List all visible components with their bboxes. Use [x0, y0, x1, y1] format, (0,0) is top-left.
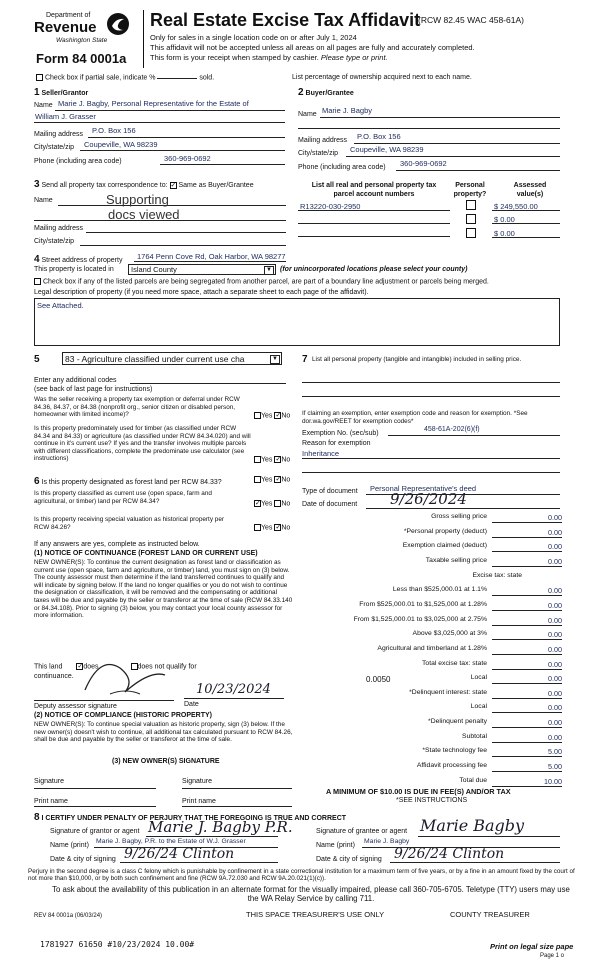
section6-q2: Is this property classified as current use (open space, farm and agricultural, or timber) land per RCW 84.34? [34, 490, 212, 505]
grantee-sig-label: Signature of grantee or agent [316, 828, 408, 835]
located-in-label: This property is located in [34, 266, 114, 273]
buyer-name-label: Name [298, 111, 317, 118]
see-instructions: *SEE INSTRUCTIONS [396, 797, 468, 804]
tax-line [302, 616, 562, 628]
tax-line [302, 645, 562, 657]
owner-print-label-1: Print name [34, 798, 68, 805]
tax-line-value[interactable]: 5.00 [492, 747, 562, 757]
additional-codes-label: Enter any additional codes [34, 377, 117, 384]
grantee-date-label: Date & city of signing [316, 856, 382, 863]
doc-date-label: Date of document [302, 501, 358, 508]
section6-q3: Is this property receiving special valuation as historical property per RCW 84.26? [34, 516, 225, 531]
notice3-title: (3) NEW OWNER(S) SIGNATURE [112, 758, 220, 765]
grantor-signature[interactable]: Marie J. Bagby P.R. [148, 818, 293, 836]
partial-sale-row: Check box if partial sale, indicate % sold. [36, 74, 214, 81]
seller-name-line2[interactable]: William J. Grasser [35, 112, 96, 121]
treasurer-use-label: THIS SPACE TREASURER'S USE ONLY [246, 910, 385, 919]
tax-line [302, 630, 562, 642]
if-yes-note: If any answers are yes, complete as instructed below. [34, 541, 200, 548]
deputy-date-label: Date [184, 701, 199, 708]
dor-logo [34, 10, 134, 50]
exemption-no[interactable]: 458-61A-202(6)(f) [424, 426, 480, 433]
tax-line [302, 718, 562, 730]
grantee-name-label: Name (print) [316, 842, 355, 849]
tax-line-value[interactable]: 0.00 [492, 733, 562, 743]
tax-line-label: Less than $525,000.01 at 1.1% [392, 586, 487, 594]
tax-line [302, 660, 562, 672]
grantor-date[interactable]: 9/26/24 Clinton [124, 846, 235, 862]
same-as-buyer-checkbox[interactable]: ✓ [170, 181, 177, 189]
seller-phone[interactable]: 360-969-0692 [164, 154, 211, 163]
dept-line1: Department of [46, 12, 91, 19]
deputy-signature-mark [80, 650, 170, 702]
notice1-title: (1) NOTICE OF CONTINUANCE (FOREST LAND OR CURRENT USE) [34, 550, 258, 557]
tax-line [302, 586, 562, 598]
print-legal-note: Print on legal size pape [490, 942, 574, 951]
receipt-stamp: 1781927 61650 #10/23/2024 10.00# [40, 940, 195, 949]
header-note3: This form is your receipt when stamped by cashier. Please type or print. [150, 53, 388, 62]
tax-line-label: Above $3,025,000 at 3% [412, 630, 487, 638]
grantor-name-label: Name (print) [50, 842, 89, 849]
tax-line [302, 703, 562, 715]
assessed-value-3[interactable]: $ 0.00 [494, 229, 515, 238]
section5-q1: Was the seller receiving a property tax exemption or deferral under RCW 84.36, 84.37, or 84.38 (nonprofit org., senior citizen or disabled person, homeowner with limited income)? [34, 396, 240, 419]
section5-q2: Is this property predominately used for timber (as classified under RCW 84.34 and 84.33) or agriculture (as classified under RCW 84.34.020) and will continue in it's current use? If yes and the transfer involves multiple parcels with different classifications, complete the predominate use calculator (see instructions) [34, 425, 251, 463]
local-rate: 0.0050 [366, 675, 391, 684]
perjury-notice: Perjury in the second degree is a class C felony which is punishable by confinement in a state correctional institution for a maximum term of five years, or by a fine in an amount fixed by the court of not more than $10,000, or by both such confinement and fine (RCW 9A.72.030 and RCW 9A.20.021(1)(c)). [28, 868, 575, 882]
seller-city-label: City/state/zip [34, 144, 75, 151]
personal-col-header: Personal property? [453, 182, 487, 198]
corr-name-label: Name [34, 197, 53, 204]
s6q3-yes-no: Yes ✓No [254, 524, 290, 531]
grantor-name[interactable]: Marie J. Bagby, P.R. to the Estate of W.J. Grasser [96, 838, 246, 845]
tax-line-value[interactable]: 0.00 [492, 528, 562, 538]
rev-label: REV 84 0001a (06/03/24) [34, 913, 103, 919]
buyer-name[interactable]: Marie J. Bagby [322, 106, 373, 115]
q1-yes-checkbox[interactable] [254, 412, 261, 419]
form-title: Real Estate Excise Tax Affidavit [150, 10, 421, 30]
s6q2-yes-checkbox[interactable]: ✓ [255, 500, 261, 507]
qualify-row: This land ✓does does not qualify for [34, 663, 197, 671]
tax-line-value[interactable]: 0.00 [492, 660, 562, 670]
tax-line-label: *Delinquent penalty [428, 718, 487, 726]
legal-description-box[interactable] [34, 298, 560, 346]
segregated-checkbox[interactable] [34, 278, 41, 285]
tax-line-value[interactable]: 0.00 [492, 586, 562, 596]
legal-desc-label: Legal description of property (if you need more space, attach a separate sheet to each page of the affidavit). [34, 289, 369, 296]
deputy-signature-label: Deputy assessor signature [34, 703, 117, 710]
assessed-value-2[interactable]: $ 0.00 [494, 215, 515, 224]
tax-line-value[interactable]: 0.00 [492, 630, 562, 640]
accessibility-notice: To ask about the availability of this publication in an alternate format for the visually impaired, please call 360-705-6705. Teletype (TTY) users may use the WA Relay Service by calling 711. [52, 885, 570, 903]
tax-line-label: Affidavit processing fee [416, 762, 487, 770]
q1-no-checkbox[interactable]: ✓ [275, 412, 282, 419]
does-qualify-checkbox[interactable]: ✓ [77, 663, 84, 670]
buyer-city[interactable]: Coupeville, WA 98239 [350, 145, 424, 154]
segregated-row: Check box if any of the listed parcels are being segregated from another parcel, are part of a boundary line adjustment or parcels being merged. [34, 278, 489, 285]
minimum-due-note: A MINIMUM OF $10.00 IS DUE IN FEE(S) AND/OR TAX [326, 787, 511, 796]
seller-name-line1[interactable]: Marie J. Bagby, Personal Representative for the Estate of [58, 99, 249, 108]
corr-city-label: City/state/zip [34, 238, 75, 245]
supporting-docs-stamp-2: docs viewed [108, 207, 180, 222]
header-note1: Only for sales in a single location code on or after July 1, 2024 [150, 33, 357, 42]
tax-line-value[interactable]: 0.00 [492, 513, 562, 523]
s6q3-yes-checkbox[interactable] [254, 524, 261, 531]
tax-line-label: Total due [459, 776, 487, 784]
tax-line [302, 601, 562, 613]
tax-line [302, 733, 562, 745]
section5-num: 5 [34, 354, 40, 365]
supporting-docs-stamp-1: Supporting [106, 192, 169, 207]
deputy-date[interactable]: 10/23/2024 [196, 682, 271, 697]
section6-q1-row: 6 Is this property designated as forest land per RCW 84.33? [34, 476, 222, 487]
land-use-select[interactable]: 83 - Agriculture classified under current use cha ▼ [62, 352, 282, 365]
tax-line [302, 689, 562, 701]
buyer-mail-label: Mailing address [298, 137, 348, 144]
buyer-city-label: City/state/zip [298, 150, 339, 157]
buyer-phone-label: Phone (including area code) [298, 164, 386, 171]
notice2-text: NEW OWNER(S): To continue special valuation as historic property, sign (3) below. If the new owner(s) doesn't wish to continue, all additional tax calculated pursuant to RCW 84.26, shall be due and payable by the seller or transferor at the time of sale. [34, 721, 293, 744]
tax-line [302, 542, 562, 554]
tax-line-label: From $1,525,000.01 to $3,025,000 at 2.75% [353, 615, 487, 623]
tax-line [302, 557, 562, 569]
section7-num: 7 [302, 354, 308, 365]
codes-note: (see back of last page for instructions) [34, 386, 153, 393]
doc-type[interactable]: Personal Representative's deed [370, 484, 477, 493]
street-label: 4 Street address of property [34, 254, 123, 265]
section8-heading: 8 I CERTIFY UNDER PENALTY OF PERJURY THAT THE FOREGOING IS TRUE AND CORRECT [34, 812, 347, 823]
grantee-date[interactable]: 9/26/24 Clinton [394, 846, 505, 862]
reason-value[interactable]: Inheritance [302, 449, 340, 458]
seller-mail[interactable]: P.O. Box 156 [92, 126, 136, 135]
tax-line [302, 513, 562, 525]
tax-line-label: *Delinquent interest: state [409, 688, 487, 696]
notice2-title: (2) NOTICE OF COMPLIANCE (HISTORIC PROPERTY) [34, 712, 212, 719]
tax-line-value[interactable]: 0.00 [492, 557, 562, 567]
dept-line2: Revenue [34, 19, 97, 36]
tax-line-value[interactable]: 0.00 [492, 703, 562, 713]
corr-mail-label: Mailing address [34, 225, 84, 232]
owner-signature-label-1: Signature [34, 778, 64, 785]
s6q2-yes-no: ✓Yes No [255, 500, 291, 508]
seller-mail-label: Mailing address [34, 131, 84, 138]
tax-line-label: From $525,000.01 to $1,525,000 at 1.28% [359, 600, 487, 608]
buyer-heading: 2 Buyer/Grantee [298, 87, 354, 98]
form-rcw: (RCW 82.45 WAC 458-61A) [418, 15, 524, 25]
section7-text: List all personal property (tangible and intangible) included in selling price. [312, 356, 522, 363]
tax-line-label: *Personal property (deduct) [403, 527, 487, 535]
tax-line-value[interactable]: 5.00 [492, 762, 562, 772]
tax-line-label: Local [470, 703, 487, 711]
doc-date[interactable]: 9/26/2024 [390, 490, 467, 508]
tax-line-value[interactable]: 0.00 [492, 718, 562, 728]
tax-line-label: Exemption claimed (deduct) [402, 542, 487, 550]
dept-line3: Washington State [56, 37, 108, 44]
tax-line-label: Excise tax: state [472, 571, 522, 579]
tax-line [302, 572, 562, 584]
personal-property-checkbox-1[interactable] [466, 200, 476, 210]
personal-property-checkbox-3[interactable] [466, 228, 476, 238]
tax-line-label: Gross selling price [431, 513, 487, 520]
form-number: Form 84 0001a [36, 51, 127, 66]
tax-line [302, 762, 562, 774]
grantor-date-label: Date & city of signing [50, 856, 116, 863]
personal-property-checkbox-2[interactable] [466, 214, 476, 224]
tax-line-label: Taxable selling price [425, 556, 487, 564]
page-number: Page 1 o [540, 953, 565, 959]
county-treasurer-label: COUNTY TREASURER [450, 910, 530, 919]
seller-heading: 1 Seller/Grantor [34, 87, 89, 98]
tax-line-label: Agricultural and timberland at 1.28% [377, 644, 487, 652]
tax-line-value[interactable]: 0.00 [492, 601, 562, 611]
assessed-value-1[interactable]: $ 249,550.00 [494, 202, 538, 211]
ownership-note: List percentage of ownership acquired next to each name. [292, 74, 472, 81]
s6q1-no-checkbox[interactable]: ✓ [275, 476, 282, 483]
tax-line [302, 528, 562, 540]
s6q1-yes-no: Yes ✓No [254, 476, 290, 483]
legal-description-value: See Attached. [37, 301, 84, 310]
grantee-signature[interactable]: Marie Bagby [420, 816, 525, 835]
owner-signature-label-2: Signature [182, 778, 212, 785]
exemption-no-label: Exemption No. (sec/sub) [302, 430, 379, 437]
dor-logo-mark-icon [106, 12, 130, 38]
buyer-phone[interactable]: 360-969-0692 [400, 159, 447, 168]
tax-line [302, 674, 562, 686]
chevron-down-icon: ▼ [264, 266, 274, 275]
q2-yes-no: Yes ✓No [254, 456, 290, 463]
correspondence-heading: 3 Send all property tax correspondence to: ✓ Same as Buyer/Grantee [34, 179, 254, 190]
tax-line-value[interactable]: 10.00 [492, 777, 562, 787]
s6q3-no-checkbox[interactable]: ✓ [275, 524, 282, 531]
tax-line-value[interactable]: 0.00 [492, 616, 562, 626]
seller-phone-label: Phone (including area code) [34, 158, 122, 165]
county-note: (for unincorporated locations please select your county) [280, 266, 468, 273]
tax-line-value[interactable]: 0.00 [492, 689, 562, 699]
grantee-name[interactable]: Marie J. Bagby [364, 838, 410, 845]
continuance-label: continuance. [34, 673, 74, 680]
partial-sale-checkbox[interactable] [36, 74, 43, 81]
seller-name-label: Name [34, 102, 53, 109]
tax-line [302, 747, 562, 759]
q2-no-checkbox[interactable]: ✓ [275, 456, 282, 463]
q1-yes-no: Yes ✓No [254, 412, 290, 419]
chevron-down-icon: ▼ [270, 355, 280, 364]
county-select[interactable]: Island County ▼ [128, 264, 276, 275]
street-address[interactable]: 1764 Penn Cove Rd, Oak Harbor, WA 98277 [137, 252, 286, 261]
tax-line-value[interactable]: 0.00 [492, 542, 562, 552]
tax-line-label: Local [470, 674, 487, 682]
tax-line-label: *State technology fee [422, 747, 487, 755]
parcel-number-1[interactable]: R13220-030-2950 [300, 202, 361, 211]
tax-line-value[interactable]: 0.00 [492, 674, 562, 684]
parcel-col-header: List all real and personal property tax parcel account numbers [311, 182, 437, 198]
exemption-text: If claiming an exemption, enter exemption code and reason for exemption. *See dor.wa.gov/REET for exemption codes* [302, 410, 528, 425]
notice1-text: NEW OWNER(S): To continue the current designation as forest land or classification as current use (open space, farm and agriculture, or timber) land, you must sign on (3) below. The county assessor must then determine if the land transferred continues to qualify and will indicate by signing below. If the land no longer qualifies or you do not wish to continue the designation or classification, it will be removed and the compensating or additional taxes will be due and payable by the seller or transferor at the time of sale (RCW 84.33.140 or 84.34.108). Prior to signing (3) below, you may contact your local county assessor for more information. [34, 559, 293, 620]
tax-line-label: Total excise tax: state [422, 659, 487, 667]
header-note2: This affidavit will not be accepted unless all areas on all pages are fully and accurately completed. [150, 43, 475, 52]
s6q1-yes-checkbox[interactable] [254, 476, 261, 483]
doc-type-label: Type of document [302, 488, 358, 495]
tax-line-label: Subtotal [462, 732, 487, 740]
reason-label: Reason for exemption [302, 440, 371, 447]
buyer-mail[interactable]: P.O. Box 156 [357, 132, 401, 141]
q2-yes-checkbox[interactable] [254, 456, 261, 463]
seller-city[interactable]: Coupeville, WA 98239 [84, 140, 158, 149]
assessed-col-header: Assessed value(s) [513, 182, 547, 198]
owner-print-label-2: Print name [182, 798, 216, 805]
grantor-sig-label: Signature of grantor or agent [50, 828, 140, 835]
tax-line-value[interactable]: 0.00 [492, 645, 562, 655]
